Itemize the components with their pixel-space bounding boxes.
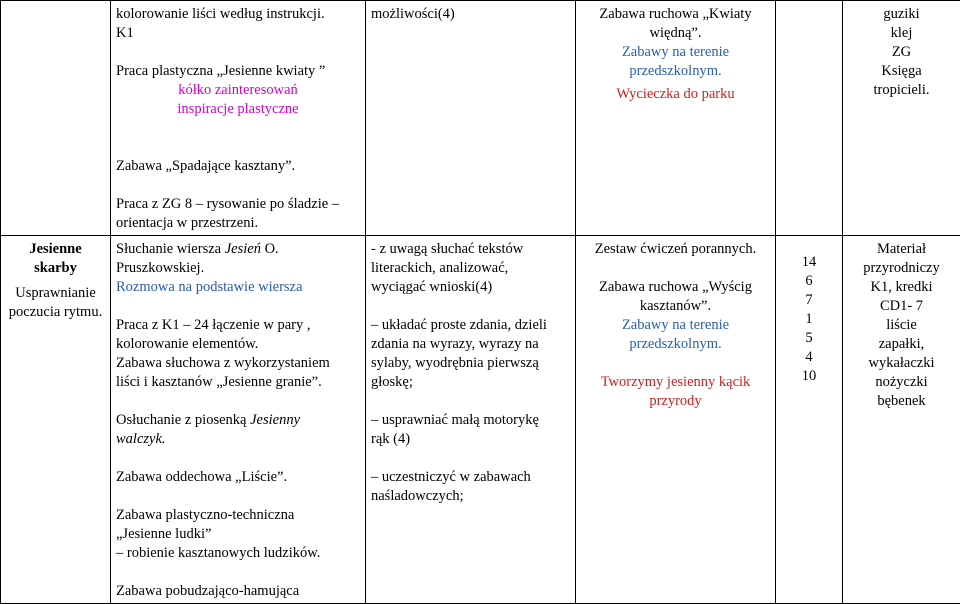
goal-line: sylaby, wyodrębnia pierwszą bbox=[371, 354, 570, 373]
material-item: K1, kredki bbox=[848, 278, 955, 297]
text-run: O. bbox=[261, 241, 279, 257]
text-line: tropicieli. bbox=[848, 81, 955, 100]
material-item: Materiał bbox=[848, 240, 955, 259]
activities-cell bbox=[111, 236, 366, 604]
curriculum-number: 5 bbox=[781, 329, 837, 348]
text-line: liści i kasztanów „Jesienne granie”. bbox=[116, 373, 360, 392]
nature-corner-label: Tworzymy jesienny kącik bbox=[581, 373, 770, 392]
goal-line: naśladowczych; bbox=[371, 487, 570, 506]
text-line: kolorowanie elementów. bbox=[116, 335, 360, 354]
text-line: kolorowanie liści według instrukcji. bbox=[116, 5, 360, 24]
song-title: Jesienny bbox=[250, 412, 300, 428]
goal-line: wyciągać wnioski(4) bbox=[371, 278, 570, 297]
text-line: „Jesienne ludki” bbox=[116, 525, 360, 544]
outdoor-play-label: Zabawy na terenie bbox=[581, 316, 770, 335]
text-run: Słuchanie wiersza bbox=[116, 241, 225, 257]
park-trip-label: Wycieczka do parku bbox=[581, 85, 770, 104]
curriculum-number: 1 bbox=[781, 310, 837, 329]
topic-title: skarby bbox=[6, 259, 105, 278]
table-row-main bbox=[1, 236, 960, 604]
material-item: wykałaczki bbox=[848, 354, 955, 373]
goal-line: – uczestniczyć w zabawach bbox=[371, 468, 570, 487]
material-item: przyrodniczy bbox=[848, 259, 955, 278]
topic-cell bbox=[1, 236, 111, 604]
curriculum-number: 7 bbox=[781, 291, 837, 310]
goal-line: literackich, analizować, bbox=[371, 259, 570, 278]
material-item: liście bbox=[848, 316, 955, 335]
goal-line: - z uwagą słuchać tekstów bbox=[371, 240, 570, 259]
text-line: guziki bbox=[848, 5, 955, 24]
goals-cell-top bbox=[366, 1, 576, 236]
text-line: Zabawa ruchowa „Wyścig bbox=[581, 278, 770, 297]
text-line: Księga bbox=[848, 62, 955, 81]
text-line: – robienie kasztanowych ludzików. bbox=[116, 544, 360, 563]
material-item: nożyczki bbox=[848, 373, 955, 392]
nature-corner-label: przyrody bbox=[581, 392, 770, 411]
text-run: Osłuchanie z piosenką bbox=[116, 412, 250, 428]
goals-cell bbox=[366, 236, 576, 604]
table-row-top bbox=[1, 1, 960, 236]
material-item: zapałki, bbox=[848, 335, 955, 354]
numbers-cell-top bbox=[776, 1, 843, 236]
goal-line: zdania na wyrazy, wyrazy na bbox=[371, 335, 570, 354]
material-item: CD1- 7 bbox=[848, 297, 955, 316]
text-line: Praca z ZG 8 – rysowanie po śladzie – bbox=[116, 195, 360, 214]
text-line: więdną”. bbox=[581, 24, 770, 43]
interest-club-label: kółko zainteresowań bbox=[116, 81, 360, 100]
text-line: Zabawa ruchowa „Kwiaty bbox=[581, 5, 770, 24]
activities-cell-top bbox=[111, 1, 366, 236]
text-line: klej bbox=[848, 24, 955, 43]
goal-line: – usprawniać małą motorykę bbox=[371, 411, 570, 430]
text-line: Zabawa słuchowa z wykorzystaniem bbox=[116, 354, 360, 373]
text-line: Zabawa pobudzająco-hamująca bbox=[116, 582, 360, 601]
text-line: kasztanów”. bbox=[581, 297, 770, 316]
goal-line: głoskę; bbox=[371, 373, 570, 392]
text-line: Pruszkowskiej. bbox=[116, 259, 360, 278]
topic-subtitle: poczucia rytmu. bbox=[6, 303, 105, 322]
goal-line: rąk (4) bbox=[371, 430, 570, 449]
materials-cell-top bbox=[843, 1, 960, 236]
other-activities-cell-top bbox=[576, 1, 776, 236]
curriculum-number: 6 bbox=[781, 272, 837, 291]
materials-cell bbox=[843, 236, 960, 604]
text-line: ZG bbox=[848, 43, 955, 62]
numbers-cell bbox=[776, 236, 843, 604]
curriculum-number: 4 bbox=[781, 348, 837, 367]
poem-title: Jesień bbox=[225, 241, 261, 257]
curriculum-number: 10 bbox=[781, 367, 837, 386]
text-line: orientacja w przestrzeni. bbox=[116, 214, 360, 233]
text-line: K1 bbox=[116, 24, 360, 43]
outdoor-play-label: Zabawy na terenie bbox=[581, 43, 770, 62]
topic-title: Jesienne bbox=[6, 240, 105, 259]
text-line: Zabawa oddechowa „Liście”. bbox=[116, 468, 360, 487]
outdoor-play-label: przedszkolnym. bbox=[581, 335, 770, 354]
text-line: możliwości(4) bbox=[371, 5, 570, 24]
curriculum-number: 14 bbox=[781, 253, 837, 272]
song-title: walczyk. bbox=[116, 430, 360, 449]
other-activities-cell bbox=[576, 236, 776, 604]
goal-line: – układać proste zdania, dzieli bbox=[371, 316, 570, 335]
text-line: Zabawa „Spadające kasztany”. bbox=[116, 157, 360, 176]
outdoor-play-label: przedszkolnym. bbox=[581, 62, 770, 81]
text-line: Praca z K1 – 24 łączenie w pary , bbox=[116, 316, 360, 335]
material-item: bębenek bbox=[848, 392, 955, 411]
discussion-label: Rozmowa na podstawie wiersza bbox=[116, 278, 360, 297]
topic-subtitle: Usprawnianie bbox=[6, 284, 105, 303]
text-line: Zestaw ćwiczeń porannych. bbox=[581, 240, 770, 259]
topic-cell-top bbox=[1, 1, 111, 236]
text-line: Praca plastyczna „Jesienne kwiaty ” bbox=[116, 62, 360, 81]
art-inspiration-label: inspiracje plastyczne bbox=[116, 100, 360, 119]
text-line: Zabawa plastyczno-techniczna bbox=[116, 506, 360, 525]
